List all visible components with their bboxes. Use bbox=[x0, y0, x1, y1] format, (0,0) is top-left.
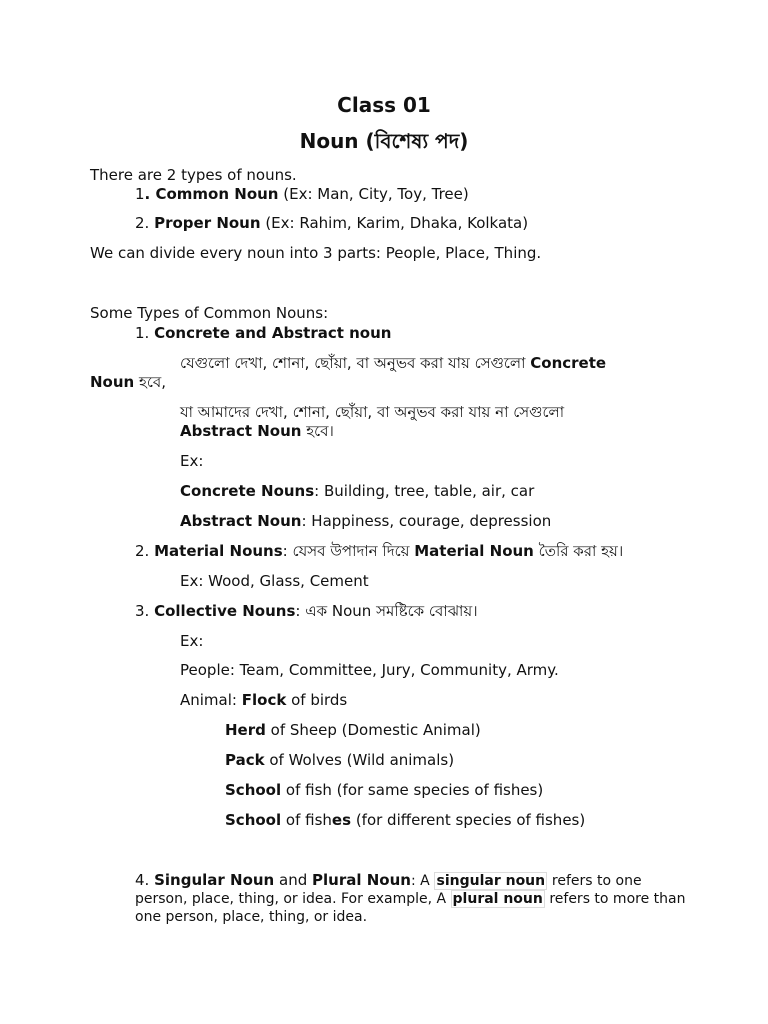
people-example: People: Team, Committee, Jury, Community, Army. bbox=[180, 661, 559, 679]
concrete-abstract-heading bbox=[135, 324, 391, 343]
pack-example: Pack of Wolves (Wild animals) bbox=[225, 751, 455, 769]
concrete-abstract-label: Concrete and Abstract noun bbox=[154, 324, 392, 342]
material-noun-item bbox=[135, 542, 623, 561]
material-noun-term: Material Noun bbox=[414, 542, 534, 560]
bangla-text: হবে, bbox=[139, 373, 167, 391]
singular-plural-line1: 4. Singular Noun and Plural Noun: A singular noun refers to one bbox=[135, 871, 642, 889]
noun-term: Noun bbox=[90, 373, 135, 391]
common-noun-label: Common Noun bbox=[155, 185, 279, 203]
material-example: Ex: Wood, Glass, Cement bbox=[180, 572, 369, 590]
common-noun-example: (Ex: Man, City, Toy, Tree) bbox=[283, 185, 469, 203]
ex-label: Ex: bbox=[180, 632, 204, 650]
list-number: 1. bbox=[135, 324, 150, 342]
common-types-heading: Some Types of Common Nouns: bbox=[90, 304, 329, 322]
intro-text: There are 2 types of nouns. bbox=[90, 166, 297, 184]
page-title: Class 01 bbox=[337, 93, 431, 117]
concrete-definition-line2 bbox=[90, 373, 166, 392]
es-suffix: es bbox=[331, 811, 352, 829]
ex-label: Ex: bbox=[180, 452, 204, 470]
proper-noun-example: (Ex: Rahim, Karim, Dhaka, Kolkata) bbox=[265, 214, 529, 232]
list-number: 1 bbox=[135, 185, 145, 203]
bangla-text: যেগুলো দেখা, শোনা, ছোঁয়া, বা অনুভব করা যায় সেগুলো bbox=[180, 354, 526, 372]
abstract-example bbox=[180, 512, 551, 531]
singular-noun-label: Singular Noun bbox=[154, 871, 275, 889]
flock-term: Flock bbox=[241, 691, 287, 709]
pack-term: Pack bbox=[225, 751, 265, 769]
bangla-text: সমষ্টিকে বোঝায়। bbox=[376, 602, 478, 620]
herd-term: Herd bbox=[225, 721, 266, 739]
bangla-text: হবে। bbox=[306, 422, 334, 440]
collective-nouns-label: Collective Nouns bbox=[154, 602, 296, 620]
concrete-example bbox=[180, 482, 534, 501]
plural-noun-label: Plural Noun bbox=[312, 871, 411, 889]
list-number: 2. bbox=[135, 542, 150, 560]
plural-noun-highlight: plural noun bbox=[452, 891, 543, 907]
abstract-noun-list: : Happiness, courage, depression bbox=[301, 512, 552, 530]
list-dot: . bbox=[144, 185, 151, 203]
herd-example: Herd of Sheep (Domestic Animal) bbox=[225, 721, 481, 739]
proper-noun-item bbox=[135, 214, 528, 233]
noun-term: Noun bbox=[331, 602, 372, 620]
bangla-text: : যেসব উপাদান দিয়ে bbox=[282, 542, 410, 560]
bangla-text: তৈরি করা হয়। bbox=[538, 542, 624, 560]
bangla-text: : এক bbox=[295, 602, 328, 620]
singular-plural-line2: person, place, thing, or idea. For example, A plural noun refers to more than bbox=[135, 891, 686, 907]
concrete-term: Concrete bbox=[530, 354, 607, 372]
common-noun-item bbox=[135, 185, 469, 204]
abstract-definition-line1: যা আমাদের দেখা, শোনা, ছোঁয়া, বা অনুভব করা যায় না সেগুলো bbox=[180, 403, 565, 421]
school-term: School bbox=[225, 781, 282, 799]
list-number: 2. bbox=[135, 214, 150, 232]
list-number: 4. bbox=[135, 871, 150, 889]
concrete-definition-line1 bbox=[180, 354, 606, 373]
abstract-noun-label: Abstract Noun bbox=[180, 512, 302, 530]
page-subtitle: Noun (বিশেষ্য পদ) bbox=[299, 129, 469, 153]
school-fish-example: School of fish (for same species of fishes) bbox=[225, 781, 544, 799]
concrete-nouns-label: Concrete Nouns bbox=[180, 482, 315, 500]
school-fishes-example: School of fishes (for different species of fishes) bbox=[225, 811, 586, 829]
collective-noun-item bbox=[135, 602, 478, 621]
divide-text: We can divide every noun into 3 parts: People, Place, Thing. bbox=[90, 244, 542, 262]
list-number: 3. bbox=[135, 602, 150, 620]
concrete-nouns-list: : Building, tree, table, air, car bbox=[314, 482, 535, 500]
singular-noun-highlight: singular noun bbox=[436, 873, 546, 889]
animal-label: Animal: bbox=[180, 691, 237, 709]
singular-plural-line3: one person, place, thing, or idea. bbox=[135, 909, 368, 925]
school-term: School bbox=[225, 811, 282, 829]
abstract-term: Abstract Noun bbox=[180, 422, 302, 440]
material-nouns-label: Material Nouns bbox=[154, 542, 283, 560]
animal-example: Animal: Flock of birds bbox=[180, 691, 348, 709]
abstract-definition-line2 bbox=[180, 422, 334, 441]
proper-noun-label: Proper Noun bbox=[154, 214, 261, 232]
